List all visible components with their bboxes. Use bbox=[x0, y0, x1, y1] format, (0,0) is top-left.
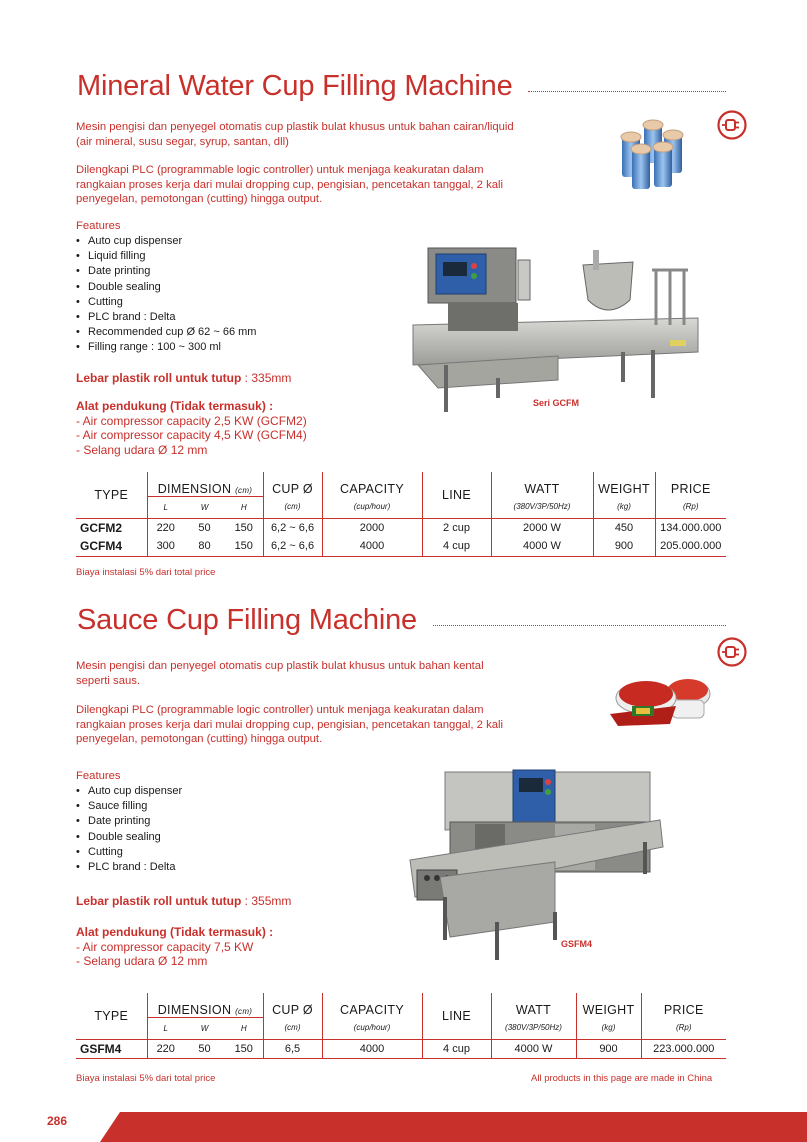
section1-plc-description: Dilengkapi PLC (programmable logic controller) untuk menjaga keakuratan dalam rangkaian proses kerja dari mulai dropping cup, pengisian, pencetakan tanggal, 2 kali penyegelan, pemotongan (cutting) hingga output. bbox=[76, 164, 504, 205]
roll-width-label: Lebar plastik roll untuk tutup bbox=[76, 894, 242, 908]
cell-type: GCFM2 bbox=[76, 518, 147, 537]
section2-plc-description: Dilengkapi PLC (programmable logic controller) untuk menjaga keakuratan dalam rangkaian proses kerja dari mulai dropping cup, pengisian, pencetakan tanggal, 2 kali penyegelan, pemotongan (cutting) hingga output. bbox=[76, 704, 504, 745]
gcfm-image-caption: Seri GCFM bbox=[533, 398, 580, 408]
cell-l: 220 bbox=[147, 1039, 184, 1058]
support-equipment bbox=[76, 399, 307, 457]
col-header-type: TYPE bbox=[94, 487, 129, 502]
capacity-unit: (cup/hour) bbox=[322, 1017, 422, 1039]
installation-note: Biaya instalasi 5% dari total price bbox=[76, 567, 216, 578]
roll-width-value: : 355mm bbox=[241, 894, 292, 908]
feature-item: • Cutting bbox=[76, 295, 256, 310]
col-header-w: W bbox=[184, 496, 225, 518]
watt-unit: (380V/3P/50Hz) bbox=[491, 1017, 576, 1039]
cell-line: 4 cup bbox=[422, 1039, 491, 1058]
watt-unit: (380V/3P/50Hz) bbox=[491, 496, 593, 518]
cell-h: 150 bbox=[225, 537, 263, 556]
mineral-water-cups-image bbox=[610, 117, 690, 192]
feature-item: • Liquid filling bbox=[76, 249, 256, 264]
col-header-l: L bbox=[147, 1017, 184, 1039]
roll-width-label: Lebar plastik roll untuk tutup bbox=[76, 371, 242, 385]
installation-note: Biaya instalasi 5% dari total price bbox=[76, 1073, 216, 1084]
cell-weight: 900 bbox=[576, 1039, 641, 1058]
col-header-price: PRICE bbox=[641, 993, 726, 1017]
features-heading: Features bbox=[76, 220, 121, 232]
feature-item: • Cutting bbox=[76, 845, 182, 860]
dimension-label: DIMENSION bbox=[157, 481, 232, 496]
col-header-w: W bbox=[184, 1017, 225, 1039]
roll-width bbox=[76, 371, 291, 385]
made-in-china-note: All products in this page are made in China bbox=[531, 1073, 713, 1084]
cell-cup: 6,2 ~ 6,6 bbox=[263, 537, 322, 556]
cell-price: 134.000.000 bbox=[655, 518, 726, 537]
weight-unit: (kg) bbox=[576, 1017, 641, 1039]
col-header-watt: WATT bbox=[491, 993, 576, 1017]
spec-table-gsfm bbox=[76, 993, 726, 1059]
feature-item: • Double sealing bbox=[76, 830, 182, 845]
price-unit: (Rp) bbox=[641, 1017, 726, 1039]
cell-h: 150 bbox=[225, 518, 263, 537]
cell-cup: 6,2 ~ 6,6 bbox=[263, 518, 322, 537]
page-number: 286 bbox=[47, 1114, 68, 1128]
spec-table-gcfm bbox=[76, 472, 726, 557]
cell-w: 50 bbox=[184, 518, 225, 537]
cell-line: 4 cup bbox=[422, 537, 491, 556]
col-header-dimension bbox=[147, 993, 263, 1017]
features-heading: Features bbox=[76, 770, 121, 782]
col-header-dimension bbox=[147, 472, 263, 496]
cell-watt: 4000 W bbox=[491, 1039, 576, 1058]
section2-description: Mesin pengisi dan penyegel otomatis cup plastik bulat khusus untuk bahan kental seperti saus. bbox=[76, 660, 484, 687]
feature-item: • PLC brand : Delta bbox=[76, 310, 256, 325]
dimension-unit: (cm) bbox=[235, 1006, 253, 1016]
feature-item: • Date printing bbox=[76, 264, 256, 279]
cell-weight: 450 bbox=[593, 518, 655, 537]
cell-capacity: 2000 bbox=[322, 518, 422, 537]
sauce-cups-image bbox=[606, 668, 714, 730]
cell-w: 80 bbox=[184, 537, 225, 556]
cell-watt: 2000 W bbox=[491, 518, 593, 537]
col-header-type: TYPE bbox=[94, 1008, 129, 1023]
feature-item: • Auto cup dispenser bbox=[76, 234, 256, 249]
col-header-h: H bbox=[225, 1017, 263, 1039]
cell-l: 300 bbox=[147, 537, 184, 556]
section1-title: Mineral Water Cup Filling Machine bbox=[77, 70, 513, 102]
title-divider bbox=[433, 625, 726, 626]
table-row bbox=[76, 518, 726, 537]
gsfm-image-caption: GSFM4 bbox=[561, 939, 593, 949]
cell-l: 220 bbox=[147, 518, 184, 537]
support-item: - Air compressor capacity 2,5 KW (GCFM2) bbox=[76, 413, 307, 428]
section1-description: Mesin pengisi dan penyegel otomatis cup plastik bulat khusus untuk bahan cairan/liquid (air mineral, susu segar, syrup, santan, dll) bbox=[76, 121, 514, 148]
support-item: - Air compressor capacity 7,5 KW bbox=[76, 939, 254, 954]
support-equipment bbox=[76, 925, 273, 969]
roll-width-value: : 335mm bbox=[241, 371, 292, 385]
col-header-line: LINE bbox=[422, 472, 491, 518]
support-item: - Selang udara Ø 12 mm bbox=[76, 442, 208, 457]
col-header-capacity: CAPACITY bbox=[322, 993, 422, 1017]
title-divider bbox=[528, 91, 726, 92]
support-item: - Selang udara Ø 12 mm bbox=[76, 954, 208, 968]
col-header-price: PRICE bbox=[655, 472, 726, 496]
cell-capacity: 4000 bbox=[322, 1039, 422, 1058]
col-header-l: L bbox=[147, 496, 184, 518]
col-header-capacity: CAPACITY bbox=[322, 472, 422, 496]
feature-item: • Auto cup dispenser bbox=[76, 784, 182, 799]
col-header-h: H bbox=[225, 496, 263, 518]
gcfm-machine-image bbox=[408, 240, 708, 418]
cell-w: 50 bbox=[184, 1039, 225, 1058]
cell-weight: 900 bbox=[593, 537, 655, 556]
table-row bbox=[76, 1039, 726, 1058]
capacity-unit: (cup/hour) bbox=[322, 496, 422, 518]
power-plug-icon bbox=[717, 637, 747, 667]
cell-type: GCFM4 bbox=[76, 537, 147, 556]
support-equipment-heading: Alat pendukung (Tidak termasuk) : bbox=[76, 925, 274, 939]
weight-unit: (kg) bbox=[593, 496, 655, 518]
power-plug-icon bbox=[717, 110, 747, 140]
feature-item: • Filling range : 100 ~ 300 ml bbox=[76, 340, 256, 355]
price-unit: (Rp) bbox=[655, 496, 726, 518]
features-list bbox=[76, 784, 182, 875]
support-item: - Air compressor capacity 4,5 KW (GCFM4) bbox=[76, 428, 307, 442]
col-header-weight: WEIGHT bbox=[576, 993, 641, 1017]
col-header-cup: CUP Ø bbox=[263, 993, 322, 1017]
table-row bbox=[76, 537, 726, 556]
cell-line: 2 cup bbox=[422, 518, 491, 537]
feature-item: • Date printing bbox=[76, 814, 182, 829]
support-equipment-heading: Alat pendukung (Tidak termasuk) : bbox=[76, 399, 274, 413]
cell-watt: 4000 W bbox=[491, 537, 593, 556]
col-header-watt: WATT bbox=[491, 472, 593, 496]
cell-type: GSFM4 bbox=[76, 1039, 147, 1058]
cell-price: 205.000.000 bbox=[655, 537, 726, 556]
cup-unit: (cm) bbox=[263, 1017, 322, 1039]
feature-item: • Sauce filling bbox=[76, 799, 182, 814]
col-header-line: LINE bbox=[422, 993, 491, 1039]
section2-title: Sauce Cup Filling Machine bbox=[77, 604, 417, 636]
feature-item: • PLC brand : Delta bbox=[76, 860, 182, 875]
cell-price: 223.000.000 bbox=[641, 1039, 726, 1058]
roll-width bbox=[76, 894, 291, 908]
dimension-unit: (cm) bbox=[235, 485, 253, 495]
gsfm-machine-image bbox=[405, 762, 667, 964]
cup-unit: (cm) bbox=[263, 496, 322, 518]
col-header-cup: CUP Ø bbox=[263, 472, 322, 496]
features-list bbox=[76, 234, 256, 356]
dimension-label: DIMENSION bbox=[157, 1002, 232, 1017]
cell-cup: 6,5 bbox=[263, 1039, 322, 1058]
feature-item: • Double sealing bbox=[76, 280, 256, 295]
feature-item: • Recommended cup Ø 62 ~ 66 mm bbox=[76, 325, 256, 340]
col-header-weight: WEIGHT bbox=[593, 472, 655, 496]
footer-bar bbox=[100, 1112, 807, 1142]
cell-capacity: 4000 bbox=[322, 537, 422, 556]
cell-h: 150 bbox=[225, 1039, 263, 1058]
